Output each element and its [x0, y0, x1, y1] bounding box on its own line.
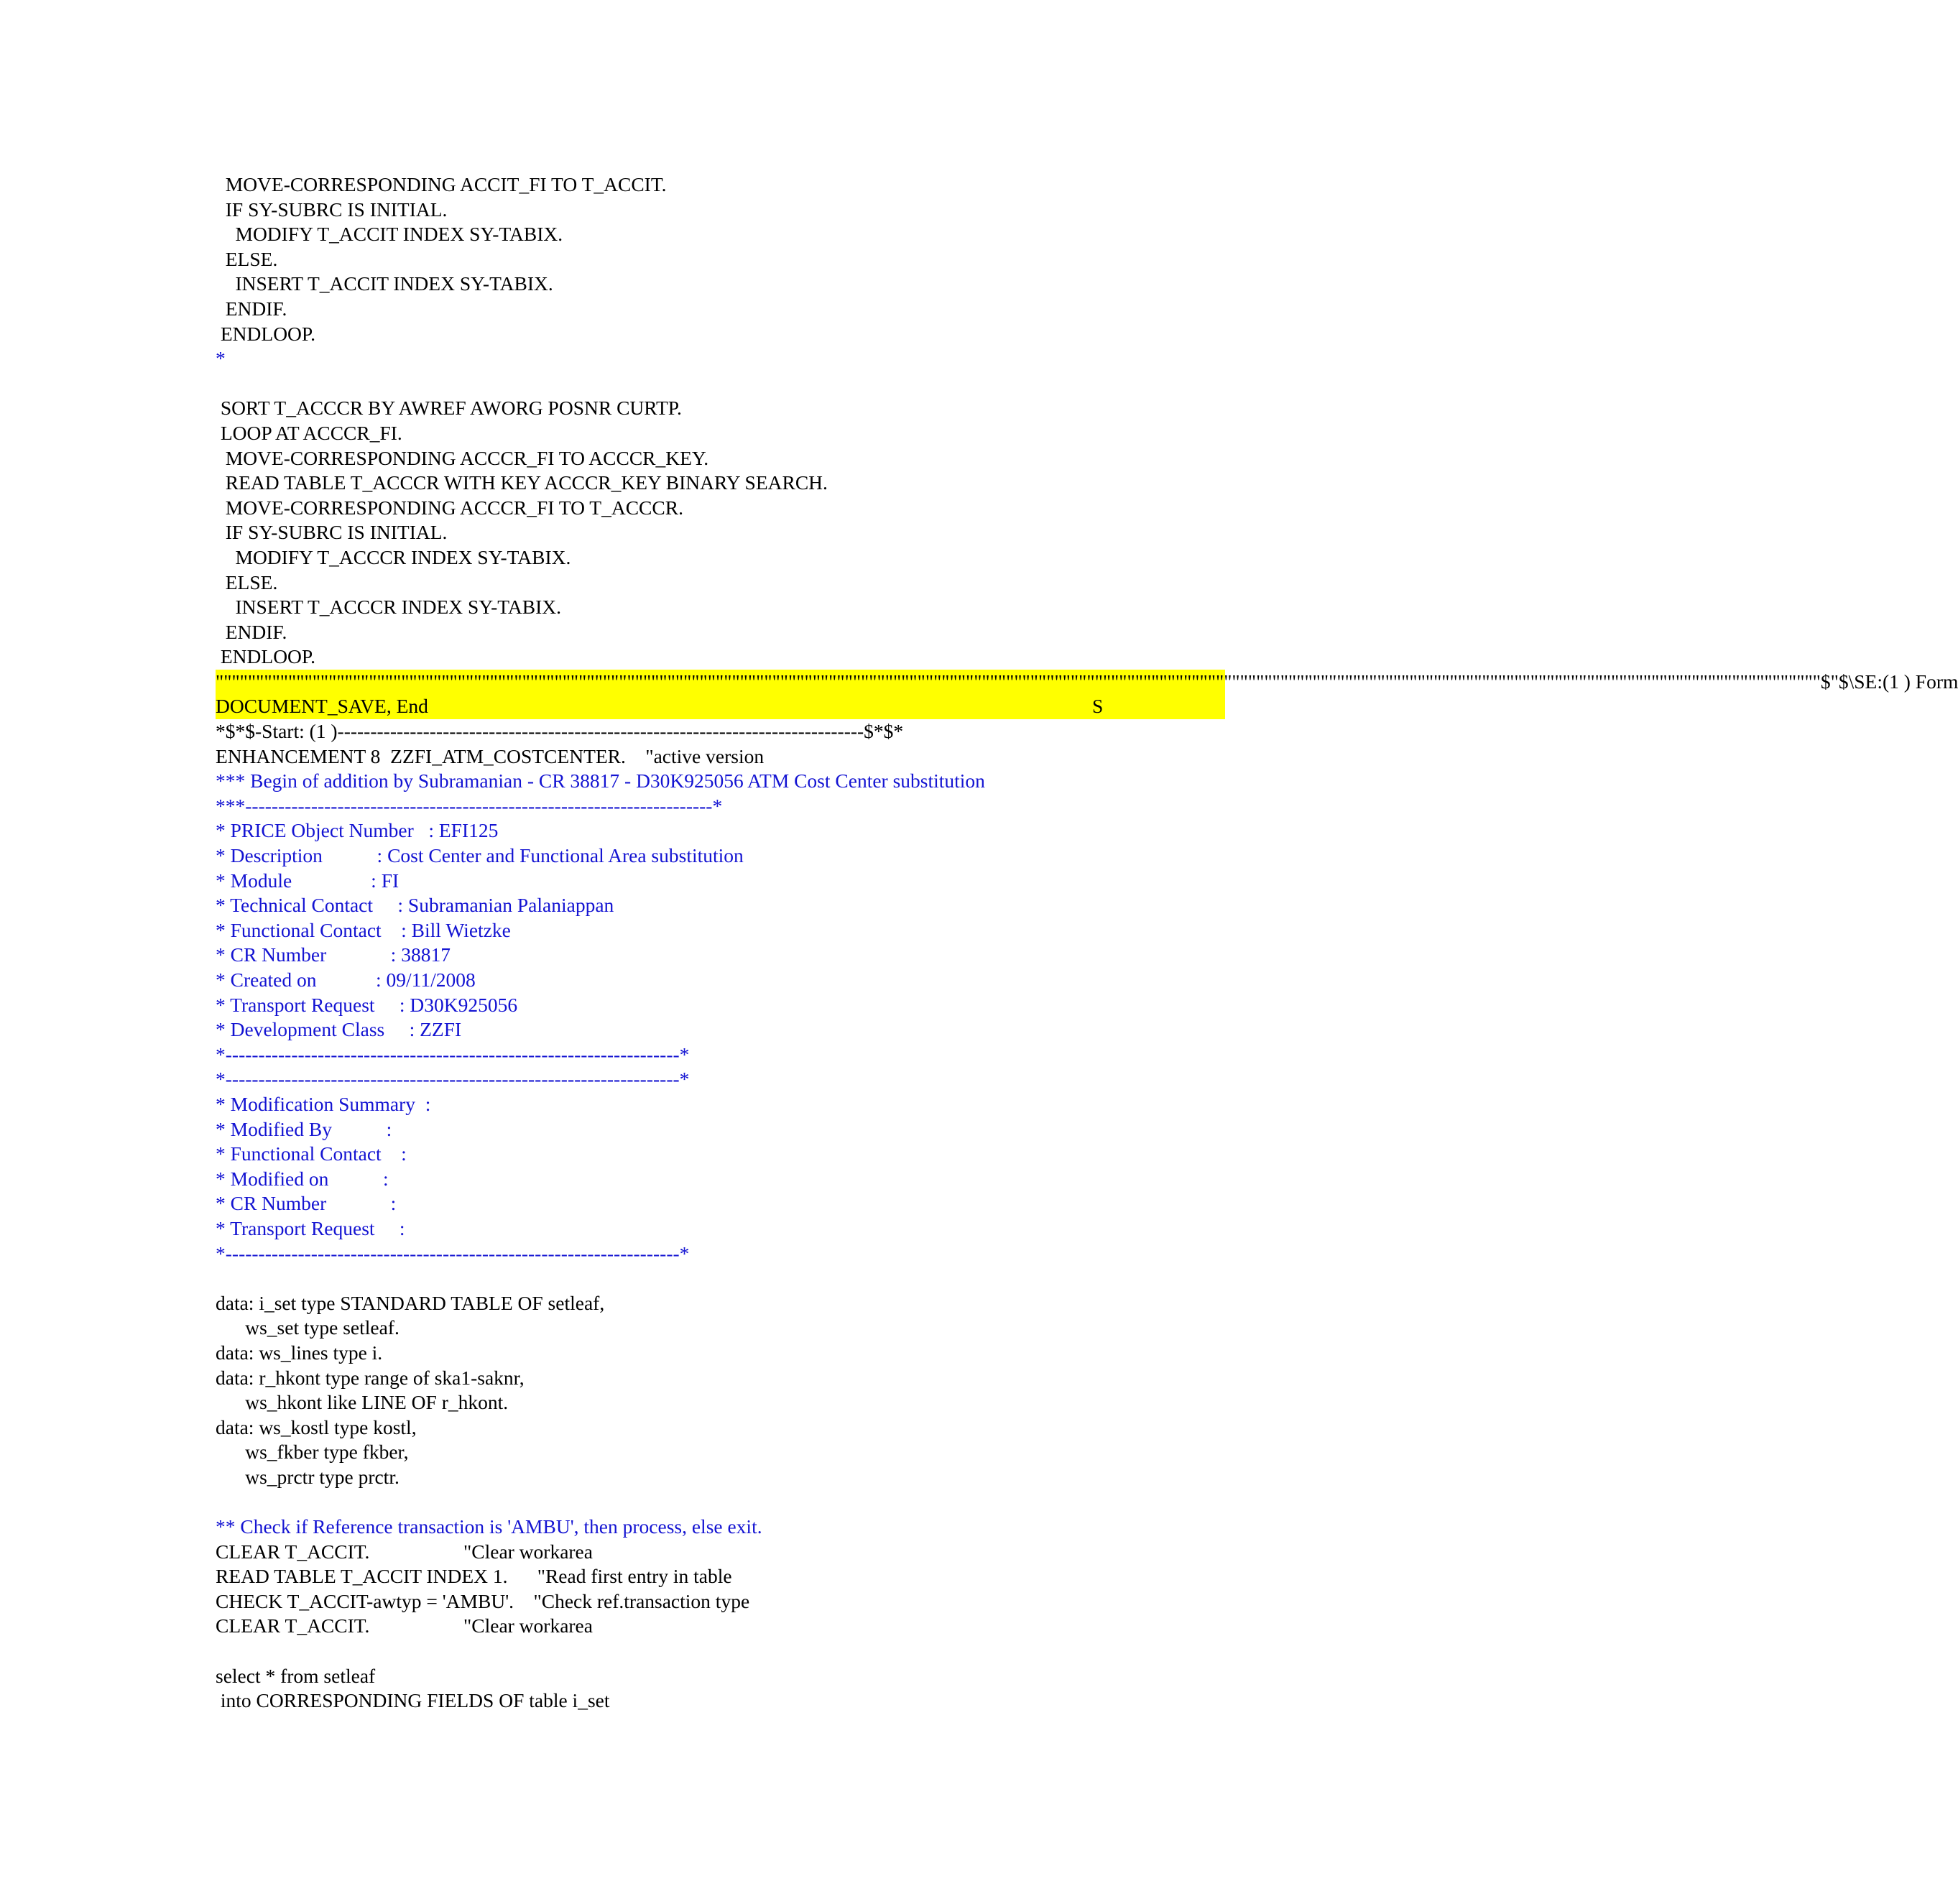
line-text: ws_prctr type prctr.: [216, 1465, 400, 1488]
line-text: MODIFY T_ACCCR INDEX SY-TABIX.: [216, 545, 571, 568]
line-text: ELSE.: [216, 570, 278, 593]
line-text: * Modified By :: [216, 1117, 392, 1140]
line-text: * Technical Contact : Subramanian Palaniappan: [216, 894, 614, 917]
highlighted-line: [216, 694, 1225, 719]
comment-line: [216, 893, 1236, 918]
line-text: IF SY-SUBRC IS INITIAL.: [216, 521, 448, 544]
code-line: [216, 1440, 1236, 1465]
code-line: [216, 1540, 1236, 1565]
line-text: ENDIF.: [216, 297, 287, 320]
line-text: SORT T_ACCCR BY AWREF AWORG POSNR CURTP.: [216, 397, 682, 420]
line-text: READ TABLE T_ACCCR WITH KEY ACCCR_KEY BINARY SEARCH.: [216, 471, 828, 494]
line-text: * CR Number :: [216, 1192, 397, 1215]
line-text: ENDIF.: [216, 620, 287, 643]
line-text: * Modified on :: [216, 1167, 389, 1190]
comment-line: [216, 844, 1236, 869]
comment-line: [216, 1216, 1236, 1242]
line-text: MOVE-CORRESPONDING ACCCR_FI TO ACCCR_KEY.: [216, 446, 709, 469]
code-line: [216, 1390, 1236, 1415]
code-line: [216, 396, 1236, 421]
comment-line: [216, 818, 1236, 844]
code-line: [216, 1639, 1236, 1664]
line-text: IF SY-SUBRC IS INITIAL.: [216, 198, 448, 221]
code-line: [216, 1688, 1236, 1714]
comment-line: [216, 1142, 1236, 1167]
code-line: [216, 1589, 1236, 1614]
line-text: DOCUMENT_SAVE, End: [216, 695, 428, 718]
code-line: [216, 1415, 1236, 1441]
comment-line: [216, 943, 1236, 968]
line-text: * CR Number : 38817: [216, 943, 451, 966]
line-text: * PRICE Object Number : EFI125: [216, 819, 499, 842]
line-text: ENDLOOP.: [216, 322, 316, 345]
line-text: * Functional Contact :: [216, 1142, 407, 1165]
line-text: data: ws_kostl type kostl,: [216, 1415, 417, 1438]
line-text: ws_fkber type fkber,: [216, 1441, 409, 1464]
comment-line: [216, 1191, 1236, 1216]
comment-line: [216, 1167, 1236, 1192]
highlighted-line: [216, 670, 1958, 695]
comment-line: [216, 1067, 1236, 1092]
code-line: [216, 744, 1236, 770]
code-line: [216, 1614, 1236, 1639]
code-document: [216, 172, 1958, 1714]
comment-line: [216, 769, 1236, 794]
line-text: select * from setleaf: [216, 1664, 376, 1687]
line-text: ENHANCEMENT 8 ZZFI_ATM_COSTCENTER. "active version: [216, 744, 765, 767]
comment-line: [216, 993, 1236, 1018]
line-text: * Transport Request : D30K925056: [216, 993, 518, 1016]
line-text: *---------------------------------------------------------------------*: [216, 1068, 690, 1091]
line-text: LOOP AT ACCCR_FI.: [216, 421, 402, 444]
line-text: ***-----------------------------------------------------------------------*: [216, 794, 723, 817]
code-line: [216, 620, 1236, 645]
code-line: [216, 371, 1236, 397]
line-text: * Functional Contact : Bill Wietzke: [216, 918, 511, 941]
code-line: [216, 297, 1236, 322]
line-text: INSERT T_ACCIT INDEX SY-TABIX.: [216, 272, 553, 295]
code-line: [216, 1341, 1236, 1366]
code-line: [216, 1664, 1236, 1689]
line-text: * Created on : 09/11/2008: [216, 969, 476, 991]
comment-line: [216, 1043, 1236, 1068]
code-line: [216, 719, 1236, 744]
code-line: [216, 322, 1236, 347]
line-text: data: i_set type STANDARD TABLE OF setleaf,: [216, 1291, 605, 1314]
comment-line: [216, 918, 1236, 943]
line-text: into CORRESPONDING FIELDS OF table i_set: [216, 1689, 610, 1712]
code-line: [216, 520, 1236, 545]
line-text: ws_set type setleaf.: [216, 1316, 400, 1339]
code-line: [216, 1291, 1236, 1316]
line-text: MOVE-CORRESPONDING ACCIT_FI TO T_ACCIT.: [216, 173, 667, 195]
code-line: [216, 446, 1236, 471]
line-text: ws_hkont like LINE OF r_hkont.: [216, 1391, 509, 1414]
code-line: [216, 496, 1236, 521]
code-line: [216, 1366, 1236, 1391]
code-line: [216, 1489, 1236, 1515]
code-line: [216, 545, 1236, 570]
line-text: * Transport Request :: [216, 1216, 405, 1239]
line-text: *$*$-Start: (1 )--------------------------------------------------------------------------------$*$*: [216, 720, 904, 743]
line-text: data: r_hkont type range of ska1-saknr,: [216, 1366, 525, 1389]
code-line: [216, 172, 1236, 198]
line-text: * Modification Summary :: [216, 1092, 431, 1115]
comment-line: [216, 1117, 1236, 1142]
code-line: [216, 247, 1236, 272]
line-right-text: S: [1092, 695, 1104, 718]
line-text: CLEAR T_ACCIT. "Clear workarea: [216, 1540, 593, 1563]
code-line: [216, 198, 1236, 223]
code-line: [216, 272, 1236, 297]
code-line: [216, 222, 1236, 247]
code-line: [216, 595, 1236, 620]
line-text: * Module : FI: [216, 869, 400, 892]
line-text: MOVE-CORRESPONDING ACCCR_FI TO T_ACCCR.: [216, 496, 683, 519]
line-text: * Development Class : ZZFI: [216, 1018, 462, 1041]
comment-line: [216, 346, 1236, 371]
code-line: [216, 421, 1236, 446]
line-text: ** Check if Reference transaction is 'AMBU', then process, else exit.: [216, 1515, 762, 1538]
line-text: data: ws_lines type i.: [216, 1341, 383, 1364]
code-line: [216, 471, 1236, 496]
line-text: """""""""""""""""""""""""""""""""""""""""""""""""""""""""""""""""""""""""""""""""""""""""""""""""""""""""""""""""""""""""""""""""""""""""""""""""""""""""""""""""""""""""""""""""""""""""""""""""""""""$"$\SE:(1 ) Form: [216, 670, 1958, 693]
comment-line: [216, 794, 1236, 819]
code-line: [216, 1564, 1236, 1589]
code-line: [216, 1266, 1236, 1291]
line-text: CLEAR T_ACCIT. "Clear workarea: [216, 1614, 593, 1637]
code-line: [216, 570, 1236, 596]
comment-line: [216, 1017, 1236, 1043]
line-text: *: [216, 347, 226, 370]
code-line: [216, 1465, 1236, 1490]
line-text: INSERT T_ACCCR INDEX SY-TABIX.: [216, 596, 561, 619]
line-text: ENDLOOP.: [216, 645, 316, 668]
code-line: [216, 1316, 1236, 1341]
line-text: *** Begin of addition by Subramanian - CR 38817 - D30K925056 ATM Cost Center substitution: [216, 770, 985, 792]
comment-line: [216, 1515, 1236, 1540]
line-text: *---------------------------------------------------------------------*: [216, 1043, 690, 1066]
line-text: ELSE.: [216, 247, 278, 270]
line-text: CHECK T_ACCIT-awtyp = 'AMBU'. "Check ref.transaction type: [216, 1589, 750, 1612]
line-text: READ TABLE T_ACCIT INDEX 1. "Read first entry in table: [216, 1565, 732, 1588]
line-text: * Description : Cost Center and Functional Area substitution: [216, 844, 744, 867]
code-line: [216, 644, 1236, 670]
line-text: MODIFY T_ACCIT INDEX SY-TABIX.: [216, 223, 563, 246]
comment-line: [216, 1242, 1236, 1267]
comment-line: [216, 968, 1236, 993]
comment-line: [216, 1092, 1236, 1117]
comment-line: [216, 869, 1236, 894]
line-text: *---------------------------------------------------------------------*: [216, 1242, 690, 1265]
